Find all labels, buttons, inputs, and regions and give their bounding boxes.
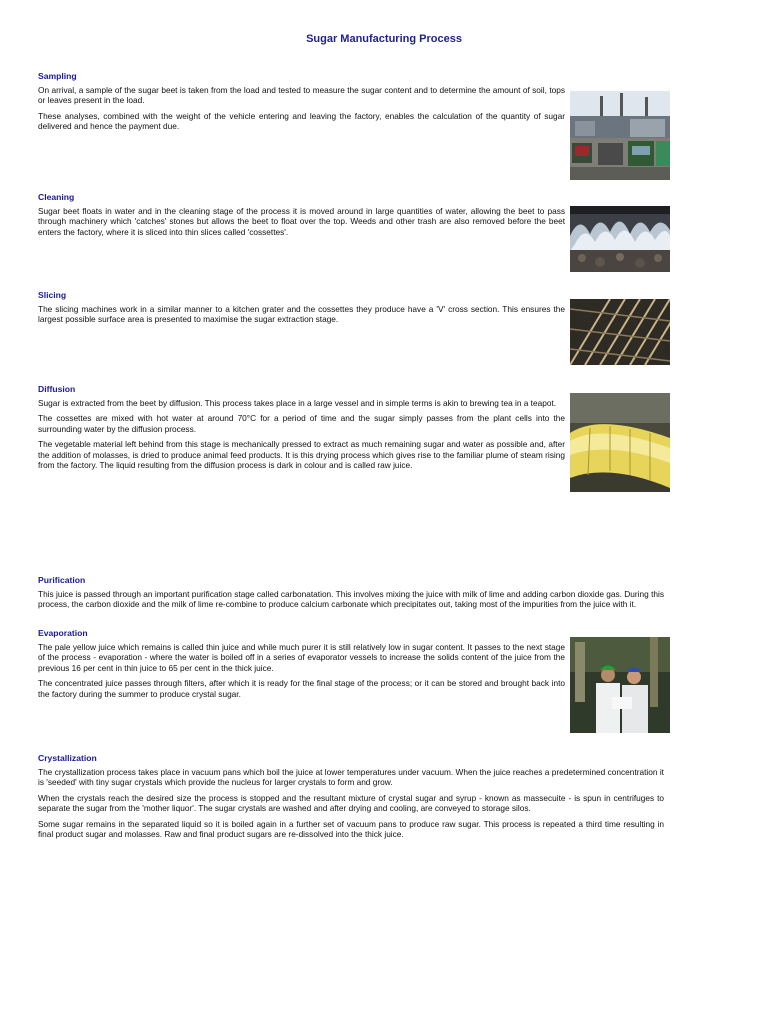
slicing-photo-cossettes <box>570 299 670 365</box>
section-crystallization <box>38 753 664 844</box>
section-sampling <box>38 71 565 137</box>
section-heading-crystallization: Crystallization <box>38 753 97 763</box>
cleaning-paragraph-1: Sugar beet floats in water and in the cleaning stage of the process it is moved around in large quantities of water, allowing the beet to pass through machinery which 'catches' stones but allows the beet to float over the top. Weeds and other trash are also removed before the beet enters the factory, where it is sliced into thin slices called 'cossettes'. <box>38 206 565 237</box>
section-heading-sampling: Sampling <box>38 71 77 81</box>
sampling-photo-trucks <box>570 91 670 180</box>
section-slicing <box>38 290 565 330</box>
evaporation-paragraph-1: The pale yellow juice which remains is called thin juice and while much purer it is still relatively low in sugar content. It passes to the next stage of the process - evaporation - where the water is boiled off in a series of evaporator vessels to increase the solids content of the juice from the previous 16 per cent in thin juice to 65 per cent in the thick juice. <box>38 642 565 673</box>
diffusion-paragraph-2: The cossettes are mixed with hot water at around 70°C for a period of time and the sugar simply passes from the plant cells into the surrounding water by the diffusion process. <box>38 413 565 434</box>
page-title: Sugar Manufacturing Process <box>306 33 462 45</box>
diffusion-paragraph-3: The vegetable material left behind from this stage is mechanically pressed to extract as much remaining sugar and water as possible and, after the addition of molasses, is dried to produce animal feed products. It is this drying process which gives rise to the familiar plume of steam rising from the factory. The liquid resulting from the diffusion process is dark in colour and is called raw juice. <box>38 439 565 471</box>
evaporation-photo-workers <box>570 637 670 733</box>
diffusion-paragraph-1: Sugar is extracted from the beet by diffusion. This process takes place in a large vessel and in simple terms is akin to brewing tea in a teapot. <box>38 398 557 408</box>
section-diffusion <box>38 384 565 475</box>
cleaning-photo-water <box>570 206 670 272</box>
purification-paragraph-1: This juice is passed through an important purification stage called carbonatation. This involves mixing the juice with milk of lime and adding carbon dioxide gas. During this process, the carbon dioxide and the milk of lime re-combine to produce calcium carbonate which precipitates out, taking most of the impurities from the juice with it. <box>38 589 664 610</box>
section-evaporation <box>38 628 565 704</box>
section-heading-evaporation: Evaporation <box>38 628 88 638</box>
crystallization-paragraph-1: The crystallization process takes place in vacuum pans which boil the juice at lower temperatures under vacuum. When the juice reaches a predetermined concentration it is 'seeded' with tiny sugar crystals which provide the nucleus for larger crystals to form and grow. <box>38 767 664 788</box>
crystallization-paragraph-3: Some sugar remains in the separated liquid so it is boiled again in a further set of vacuum pans to produce raw sugar. This process is repeated a third time resulting in final product sugar and molasses. Raw and final product sugars are re-dissolved into the thick juice. <box>38 818 664 840</box>
section-purification <box>38 575 664 615</box>
section-heading-cleaning: Cleaning <box>38 192 75 202</box>
section-heading-purification: Purification <box>38 575 86 585</box>
section-heading-slicing: Slicing <box>38 290 67 300</box>
sampling-paragraph-1: On arrival, a sample of the sugar beet is taken from the load and tested to measure the sugar content and to determine the amount of soil, tops or leaves present in the load. <box>38 85 565 106</box>
crystallization-paragraph-2: When the crystals reach the desired size the process is stopped and the resultant mixture of crystal sugar and syrup - known as massecuite - is spun in centrifuges to separate the sugar from the 'mother liquor'. The sugar crystals are washed and after drying and cooling, are conveyed to storage silos. <box>38 792 664 814</box>
sampling-paragraph-2: These analyses, combined with the weight of the vehicle entering and leaving the factory, enables the calculation of the quantity of sugar delivered and hence the payment due. <box>38 110 565 132</box>
section-cleaning <box>38 192 565 242</box>
evaporation-paragraph-2: The concentrated juice passes through filters, after which it is ready for the final stage of the process; or it can be stored and brought back into the factory during the summer to produce crystal sugar. <box>38 678 565 699</box>
slicing-paragraph-1: The slicing machines work in a similar manner to a kitchen grater and the cossettes they produce have a 'V' cross section. This ensures the largest possible surface area is presented to maximise the sugar extraction stage. <box>38 304 565 325</box>
section-heading-diffusion: Diffusion <box>38 384 76 394</box>
diffusion-photo-vessel <box>570 393 670 492</box>
